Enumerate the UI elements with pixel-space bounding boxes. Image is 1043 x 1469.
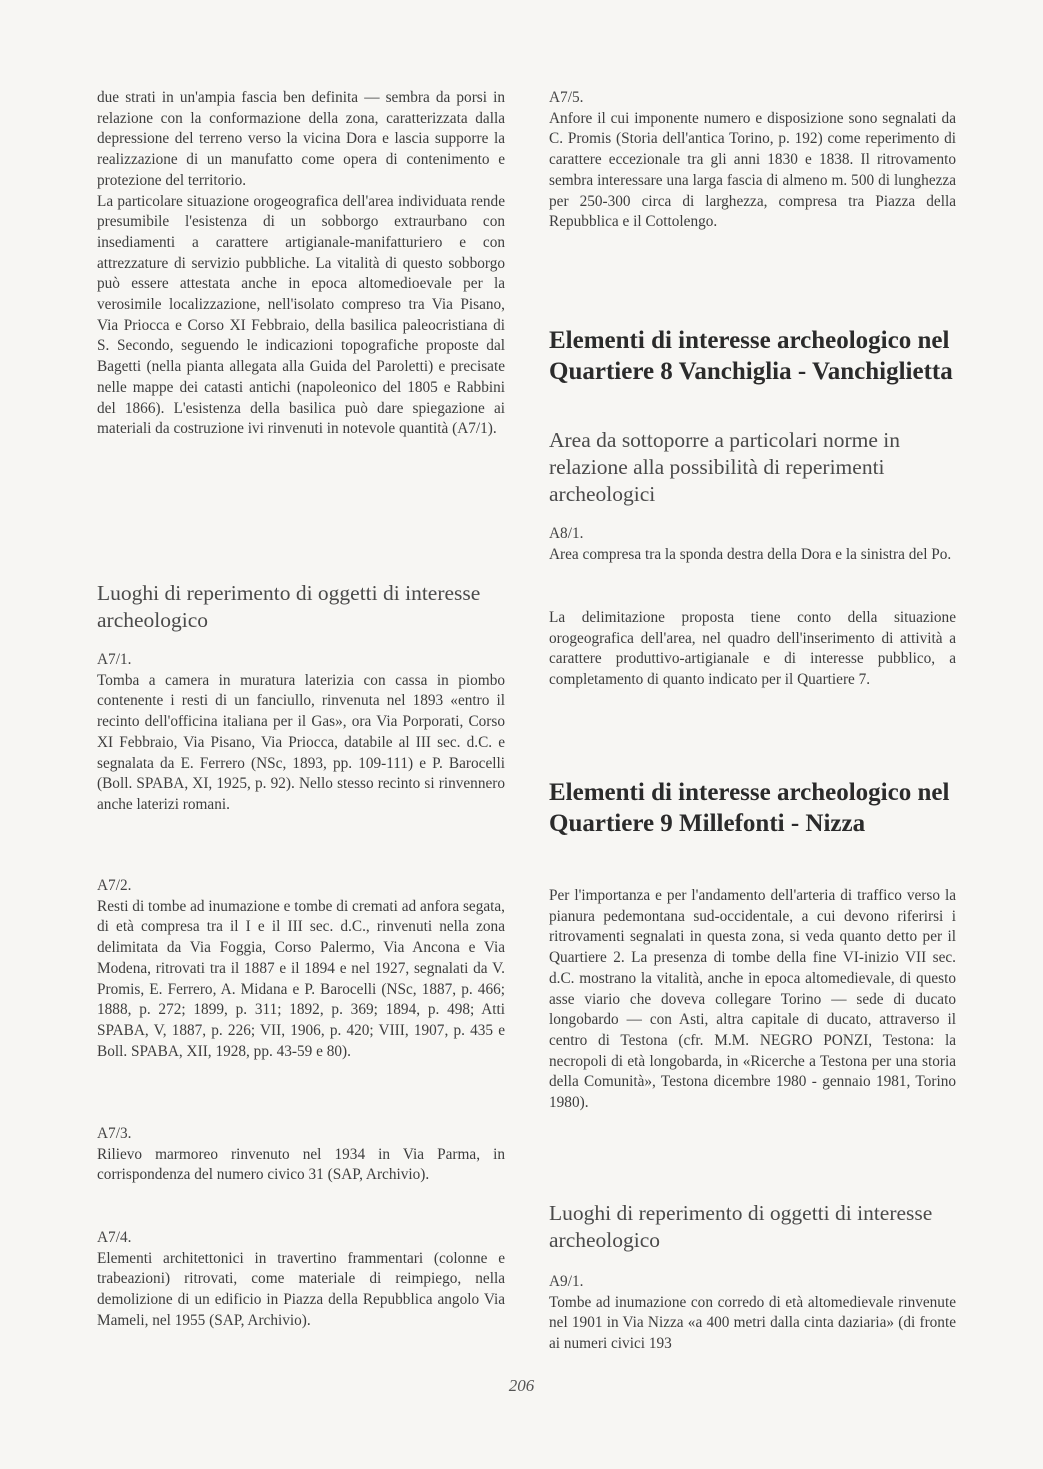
entry-a7-2	[97, 876, 505, 1062]
entry-text: Area compresa tra la sponda destra della Dora e la sinistra del Po.	[549, 545, 952, 563]
intro-paragraph-1: due strati in un'ampia fascia ben definita — sembra da porsi in relazione con la conformazione della zona, caratterizzata dalla depressione del terreno verso la vicina Dora e lascia supporre la realizzazione di un manufatto come opera di contenimento e protezione del territorio.	[97, 89, 505, 189]
q9-heading: Elementi di interesse archeologico nel Quartiere 9 Millefonti - Nizza	[549, 779, 950, 837]
entry-a9-1	[549, 1272, 956, 1355]
entry-text: Resti di tombe ad inumazione e tombe di cremati ad anfora segata, di età compresa tra il I e il III sec. d.C., rinvenuti nella zona delimitata da Via Foggia, Corso Palermo, Via Ancona e Via Modena, ritrovati tra il 1887 e il 1894 e nel 1927, segnalati da V. Promis, E. Ferrero, A. Midana e P. Barocelli (NSc, 1887, p. 466; 1888, p. 272; 1899, p. 311; 1892, p. 369; 1894, p. 498; Atti SPABA, V, 1887, p. 226; VII, 1906, p. 420; VIII, 1907, p. 435 e Boll. SPABA, XII, 1928, pp. 43-59 e 80).	[97, 897, 505, 1060]
intro-paragraph-2: La particolare situazione orogeografica dell'area individuata rende presumibile l'esistenza di un sobborgo extraurbano con insediamenti a carattere artigianale-manifatturiero e con attrezzature di servizio pubbliche. La vitalità di questo sobborgo può essere attestata anche in epoca altomedioevale per la verosimile localizzazione, nell'isolato compreso tra Via Pisano, Via Priocca e Corso XI Febbraio, della basilica paleocristiana di S. Secondo, seguendo le indicazioni topografiche proposte dal Bagetti (nella pianta allegata alla Guida del Paroletti) e precisate nelle mappe dei catasti antichi (napoleonico del 1805 e Rabbini del 1866). L'esistenza della basilica può dare spiegazione ai materiali da costruzione ivi rinvenuti in notevole quantità (A7/1).	[97, 192, 505, 438]
q8-heading: Elementi di interesse archeologico nel Quartiere 8 Vanchiglia - Vanchiglietta	[549, 327, 953, 385]
page-number: 206	[508, 1376, 535, 1395]
q8-paragraph: La delimitazione proposta tiene conto della situazione orogeografica dell'area, nel quadro dell'inserimento di attività a carattere produttivo-artigianale e di interesse pubblico, a completamento di quanto indicato per il Quartiere 7.	[549, 609, 956, 689]
entry-ref: A7/1.	[97, 651, 132, 668]
entry-a7-5	[549, 88, 956, 233]
entry-text: Tomba a camera in muratura laterizia con cassa in piombo contenente i resti di un fanciullo, rinvenuta nel 1893 «entro il recinto dell'officina italiana per il Gas», ora Via Porporati, Corso XI Febbraio, Via Pisano, Via Priocca, databile al III sec. d.C. e segnalata da E. Ferrero (NSc, 1893, pp. 109-111) e P. Barocelli (Boll. SPABA, XI, 1925, p. 92). Nello stesso recinto si rinvennero anche laterizi romani.	[97, 671, 505, 813]
entry-a7-3	[97, 1124, 505, 1186]
entry-text: Tombe ad inumazione con corredo di età altomedievale rinvenute nel 1901 in Via Nizza «a 400 metri dalla cinta daziaria» (di fronte ai numeri civici 193	[549, 1293, 956, 1353]
entry-ref: A7/4.	[97, 1229, 132, 1246]
q9-section-heading: Luoghi di reperimento di oggetti di interesse archeologico	[549, 1201, 933, 1252]
section-heading: Luoghi di reperimento di oggetti di interesse archeologico	[97, 581, 481, 632]
entry-a7-1	[97, 650, 505, 816]
entry-ref: A7/3.	[97, 1125, 132, 1142]
entry-text: Rilievo marmoreo rinvenuto nel 1934 in Via Parma, in corrispondenza del numero civico 31 (SAP, Archivio).	[97, 1145, 505, 1184]
entry-ref: A7/5.	[549, 89, 584, 106]
q8-subheading: Area da sottoporre a particolari norme in relazione alla possibilità di reperimenti archeologici	[549, 428, 901, 506]
entry-ref: A9/1.	[549, 1273, 584, 1290]
entry-ref: A8/1.	[549, 525, 584, 542]
entry-ref: A7/2.	[97, 877, 132, 894]
entry-text: Anfore il cui imponente numero e disposizione sono segnalati da C. Promis (Storia dell'antica Torino, p. 192) come reperimento di carattere eccezionale tra gli anni 1830 e 1838. Il ritrovamento sembra interessare una larga fascia di almeno m. 500 di lunghezza per 250-300 circa di larghezza, compresa tra Piazza della Repubblica e il Cottolengo.	[549, 109, 956, 231]
q9-paragraph: Per l'importanza e per l'andamento dell'arteria di traffico verso la pianura pedemontana sud-occidentale, a cui devono riferirsi i ritrovamenti segnalati in questa zona, si veda quanto detto per il Quartiere 2. La presenza di tombe della fine VI-inizio VII sec. d.C. mostrano la vitalità, anche in epoca altomedievale, di questo asse viario che doveva collegare Torino — sede di ducato longobardo — con Asti, altra capitale di ducato, attraverso il centro di Testona (cfr. M.M. NEGRO PONZI, Testona: la necropoli di età longobarda, in «Ricerche a Testona per una storia della Comunità», Testona dicembre 1980 - gennaio 1981, Torino 1980).	[549, 887, 956, 1112]
entry-a7-4	[97, 1228, 505, 1332]
entry-a8-1	[549, 524, 956, 565]
entry-text: Elementi architettonici in travertino frammentari (colonne e trabeazioni) ritrovati, come materiale di reimpiego, nella demolizione di un edificio in Piazza della Repubblica angolo Via Mameli, nel 1955 (SAP, Archivio).	[97, 1249, 505, 1329]
